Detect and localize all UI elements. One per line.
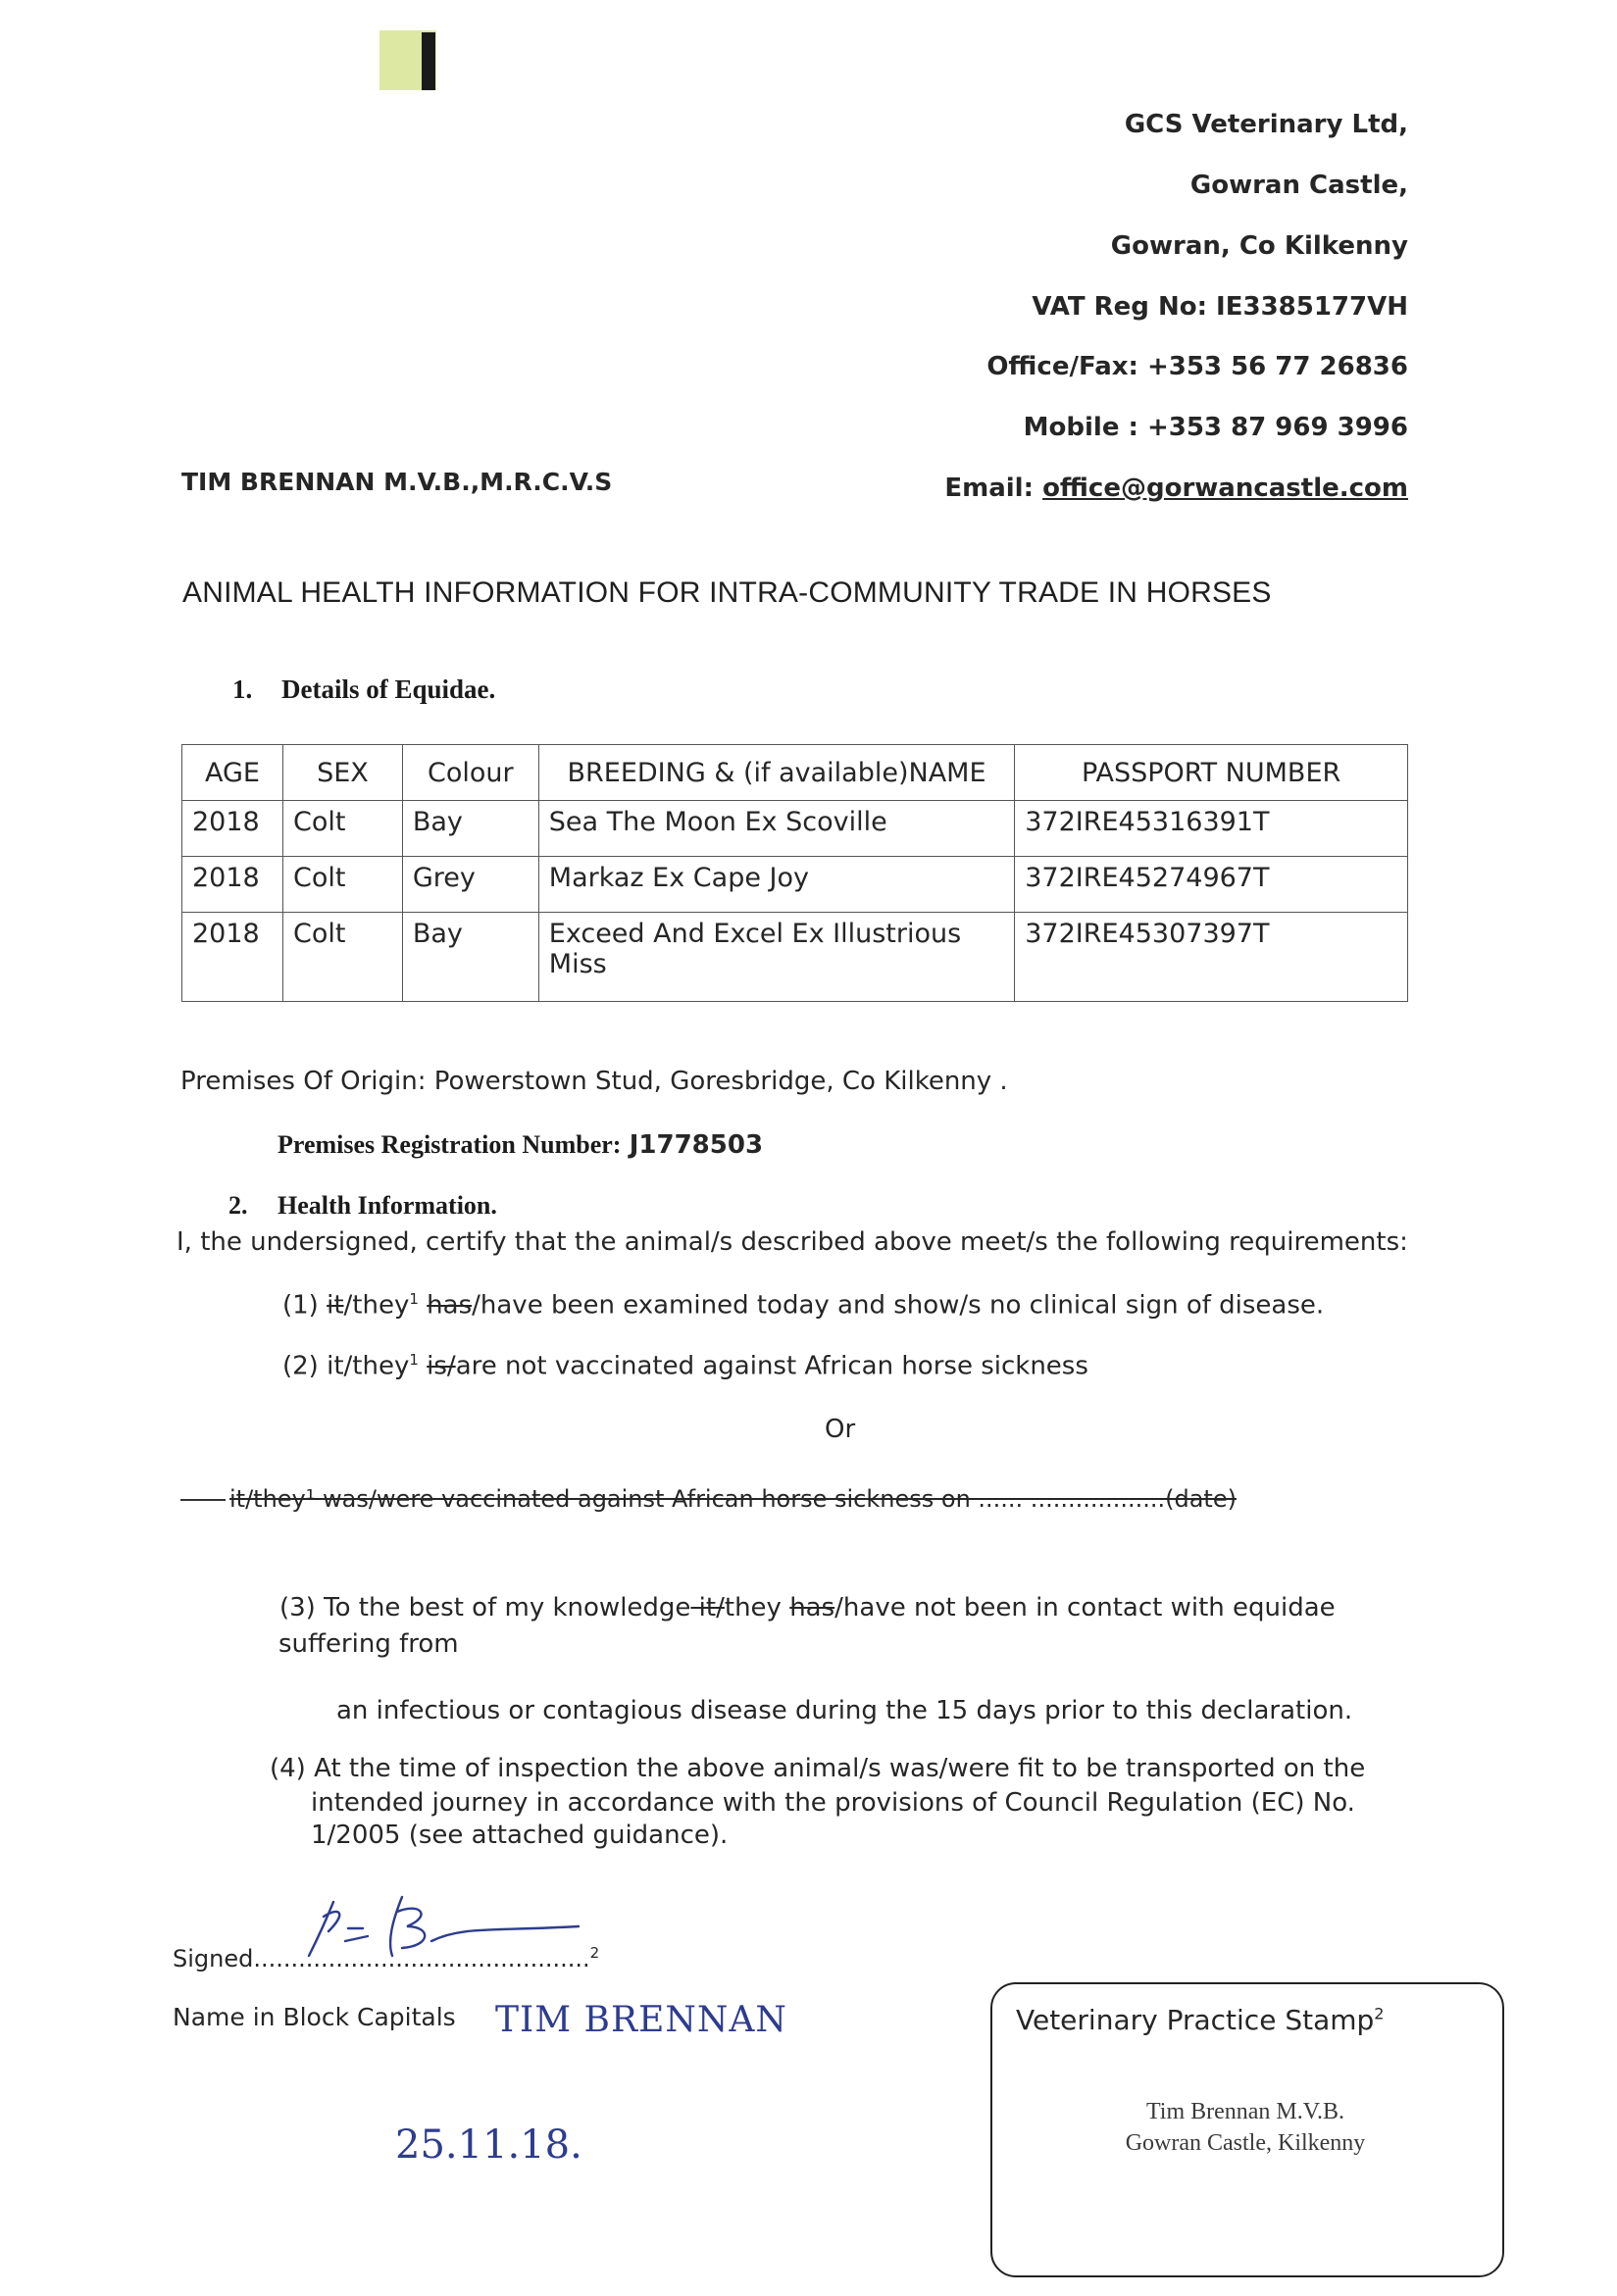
requirement-4-line2: intended journey in accordance with the provisions of Council Regulation (EC) No. <box>311 1788 1355 1818</box>
requirement-1 <box>282 1290 1324 1321</box>
email-line <box>944 474 1408 503</box>
cell-age: 2018 <box>182 801 283 857</box>
table-row <box>182 913 1408 1002</box>
requirement-2-struck-alternative <box>180 1485 1383 1513</box>
stamp-line-2: Gowran Castle, Kilkenny <box>1125 2130 1366 2156</box>
cell-age: 2018 <box>182 913 283 1002</box>
cell-sex: Colt <box>282 801 402 857</box>
premises-origin <box>180 1067 1008 1096</box>
req-1-number: (1) <box>282 1290 319 1321</box>
section-1-title: Details of Equidae. <box>281 674 496 704</box>
cell-breeding-name: Markaz Ex Cape Joy <box>538 857 1014 913</box>
header-age: AGE <box>182 745 283 801</box>
premises-reg-value: J1778503 <box>629 1130 764 1160</box>
premises-origin-value: Powerstown Stud, Goresbridge, Co Kilkenny . <box>433 1067 1008 1096</box>
email-link[interactable]: office@gorwancastle.com <box>1042 474 1408 503</box>
signed-footnote: 2 <box>589 1944 600 1962</box>
signature-date-handwritten: 25.11.18. <box>395 2122 582 2168</box>
cell-sex: Colt <box>282 857 402 913</box>
req-3-struck-it: it/ <box>690 1593 725 1622</box>
signature-scribble <box>294 1887 608 1966</box>
header-colour: Colour <box>402 745 538 801</box>
table-header-row <box>182 745 1408 801</box>
office-fax: Office/Fax: +353 56 77 26836 <box>986 352 1408 381</box>
equidae-table <box>181 744 1408 1002</box>
requirement-4-line3: 1/2005 (see attached guidance). <box>311 1821 729 1850</box>
table-row <box>182 801 1408 857</box>
cell-breeding-name: Sea The Moon Ex Scoville <box>538 801 1014 857</box>
req-3-they: they <box>724 1593 790 1622</box>
req-1-they: /they <box>343 1290 410 1321</box>
stamp-line-1: Tim Brennan M.V.B. <box>1145 2099 1345 2124</box>
stamp-footnote: 2 <box>1374 2004 1385 2023</box>
req-1-struck-has: has <box>427 1290 473 1321</box>
req-1-footnote: 1 <box>409 1290 419 1308</box>
cell-breeding-name: Exceed And Excel Ex Illustrious Miss <box>538 913 1014 1002</box>
header-sex: SEX <box>282 745 402 801</box>
premises-origin-label: Premises Of Origin: <box>180 1067 427 1096</box>
req-3-number: (3) <box>279 1593 316 1622</box>
cell-colour: Grey <box>402 857 538 913</box>
req-2-alt-text: it/they¹ was/were vaccinated against African horse sickness on ...... ..................(date) <box>229 1485 1237 1513</box>
cell-passport-number: 372IRE45316391T <box>1015 801 1408 857</box>
requirement-3-line1 <box>279 1593 1336 1622</box>
req-1-struck-it: it <box>327 1290 344 1321</box>
company-name: GCS Veterinary Ltd, <box>1124 110 1408 139</box>
or-separator: Or <box>825 1415 856 1444</box>
req-2-text: are not vaccinated against African horse sickness <box>455 1351 1088 1381</box>
section-2-title: Health Information. <box>278 1191 497 1220</box>
address-line-1: Gowran Castle, <box>1189 171 1408 200</box>
document-title: ANIMAL HEALTH INFORMATION FOR INTRA-COMMUNITY TRADE IN HORSES <box>182 576 1272 609</box>
req-4-text-1: At the time of inspection the above animal/s was/were fit to be transported on the <box>314 1754 1366 1783</box>
email-label: Email: <box>944 474 1034 503</box>
req-3-text-a: To the best of my knowledge <box>324 1593 691 1622</box>
stamp-impression <box>1049 2096 1441 2159</box>
header-passport-number: PASSPORT NUMBER <box>1015 745 1408 801</box>
req-1-text: /have been examined today and show/s no clinical sign of disease. <box>472 1290 1325 1321</box>
mobile-number: Mobile : +353 87 969 3996 <box>1023 413 1408 442</box>
req-2-number: (2) <box>282 1351 319 1381</box>
cell-age: 2018 <box>182 857 283 913</box>
req-3-struck-has: has <box>789 1593 835 1622</box>
req-4-number: (4) <box>270 1754 306 1783</box>
signed-label: Signed............................................. <box>173 1945 590 1972</box>
req-2-they: it/they <box>327 1351 410 1381</box>
cell-sex: Colt <box>282 913 402 1002</box>
cell-passport-number: 372IRE45307397T <box>1015 913 1408 1002</box>
signer-name-handwritten: TIM BRENNAN <box>495 2000 787 2040</box>
requirement-3-line2: suffering from <box>278 1629 459 1659</box>
premises-registration <box>278 1130 763 1160</box>
cell-colour: Bay <box>402 801 538 857</box>
premises-reg-label: Premises Registration Number: <box>278 1130 622 1159</box>
requirement-4-line1 <box>270 1754 1365 1783</box>
cell-passport-number: 372IRE45274967T <box>1015 857 1408 913</box>
certification-intro: I, the undersigned, certify that the animal/s described above meet/s the following requirements: <box>177 1227 1408 1257</box>
table-row <box>182 857 1408 913</box>
stamp-title-text: Veterinary Practice Stamp <box>1016 2004 1375 2036</box>
sticky-note-edge <box>422 32 435 90</box>
header-breeding-name: BREEDING & (if available)NAME <box>538 745 1014 801</box>
req-2-footnote: 1 <box>409 1351 419 1369</box>
vat-number: VAT Reg No: IE3385177VH <box>1032 292 1408 322</box>
requirement-3-line3: an infectious or contagious disease during the 15 days prior to this declaration. <box>336 1696 1353 1725</box>
vet-name: TIM BRENNAN M.V.B.,M.R.C.V.S <box>181 468 613 496</box>
address-line-2: Gowran, Co Kilkenny <box>1110 231 1408 261</box>
leading-rule <box>180 1499 226 1501</box>
stamp-title <box>1016 2004 1384 2036</box>
section-2-number: 2. <box>228 1191 248 1220</box>
cell-colour: Bay <box>402 913 538 1002</box>
req-2-struck-is: is/ <box>427 1351 456 1381</box>
req-3-text-b: /have not been in contact with equidae <box>834 1593 1336 1622</box>
section-1-number: 1. <box>232 674 253 704</box>
requirement-2 <box>282 1351 1088 1381</box>
name-in-block-capitals-label: Name in Block Capitals <box>173 2003 456 2031</box>
